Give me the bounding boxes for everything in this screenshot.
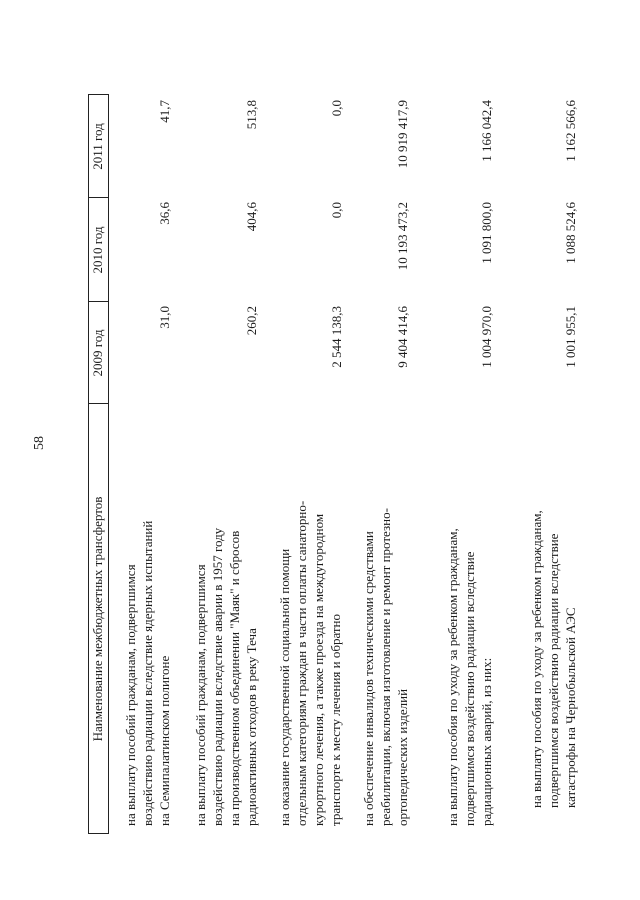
row-3-line-4: транспорте к месту лечения и обратно	[328, 613, 343, 826]
table-row	[528, 404, 579, 808]
row-5-line-2: подвергшимся воздействию радиации вследствие	[462, 551, 477, 826]
row-1-line-1: на выплату пособий гражданам, подвергшимся	[123, 564, 138, 826]
row-3-line-2: отдельным категориям граждан в части оплаты санаторно-	[294, 500, 309, 826]
row-2-value-2011: 513,8	[244, 100, 259, 130]
row-2-line-4: радиоактивных отходов в реку Теча	[244, 628, 259, 826]
row-4-line-2: реабилитации, включая изготовление и ремонт протезно-	[378, 508, 393, 826]
row-6-value-2009: 1 001 955,1	[563, 306, 578, 368]
row-3-value-2010: 0,0	[329, 202, 344, 219]
header-2010: 2010 год	[90, 226, 105, 274]
row-3-value-2011: 0,0	[329, 100, 344, 117]
table-row	[122, 406, 173, 826]
header-name: Наименование межбюджетных трансфертов	[90, 496, 105, 742]
row-3-line-3: курортного лечения, а также проезда на междугородном	[311, 513, 326, 826]
row-6-line-1: на выплату пособия по уходу за ребенком гражданам,	[529, 510, 544, 808]
row-6-line-3: катастрофы на Чернобыльской АЭС	[563, 607, 578, 808]
row-4-line-1: на обеспечение инвалидов техническими средствами	[361, 531, 376, 826]
row-2-value-2010: 404,6	[244, 202, 259, 232]
row-3-line-1: на оказание государственной социальной помощи	[277, 548, 292, 826]
row-2-line-2: воздействию радиации вследствие аварии в 1957 году	[210, 527, 225, 826]
row-1-value-2010: 36,6	[157, 202, 172, 225]
row-2-line-1: на выплату пособий гражданам, подвергшимся	[193, 564, 208, 826]
table-row	[444, 406, 495, 826]
row-2-value-2009: 260,2	[244, 306, 259, 336]
table-row	[360, 406, 411, 826]
header-2011: 2011 год	[90, 123, 105, 170]
row-4-value-2010: 10 193 473,2	[395, 202, 410, 271]
row-1-line-3: на Семипалатинском полигоне	[157, 655, 172, 826]
row-2-line-3: на производственном объединении "Маяк" и сбросов	[227, 530, 242, 826]
row-6-value-2010: 1 088 524,6	[563, 202, 578, 264]
row-5-line-3: радиационных аварий, из них:	[479, 657, 494, 826]
row-4-value-2011: 10 919 417,9	[395, 100, 410, 169]
row-5-value-2010: 1 091 800,0	[479, 202, 494, 264]
table-row	[192, 406, 260, 826]
row-6-line-2: подвергшимся воздействию радиации вследствие	[546, 533, 561, 808]
row-4-line-3: ортопедических изделий	[395, 688, 410, 826]
header-2009: 2009 год	[90, 329, 105, 377]
row-6-value-2011: 1 162 566,6	[563, 100, 578, 162]
row-3-value-2009: 2 544 138,3	[329, 306, 344, 368]
row-5-line-1: на выплату пособия по уходу за ребенком гражданам,	[445, 528, 460, 826]
table-grid	[88, 94, 628, 834]
row-5-value-2011: 1 166 042,4	[479, 100, 494, 162]
table-row	[276, 406, 344, 826]
row-5-value-2009: 1 004 970,0	[479, 306, 494, 368]
row-1-value-2009: 31,0	[157, 306, 172, 329]
rotated-table	[88, 94, 628, 834]
header-bottom-border	[108, 94, 109, 834]
page-number: 58	[32, 436, 47, 450]
row-4-value-2009: 9 404 414,6	[395, 306, 410, 368]
row-1-line-2: воздействию радиации вследствие ядерных испытаний	[140, 520, 155, 826]
table-top-border	[88, 94, 89, 834]
row-1-value-2011: 41,7	[157, 100, 172, 123]
